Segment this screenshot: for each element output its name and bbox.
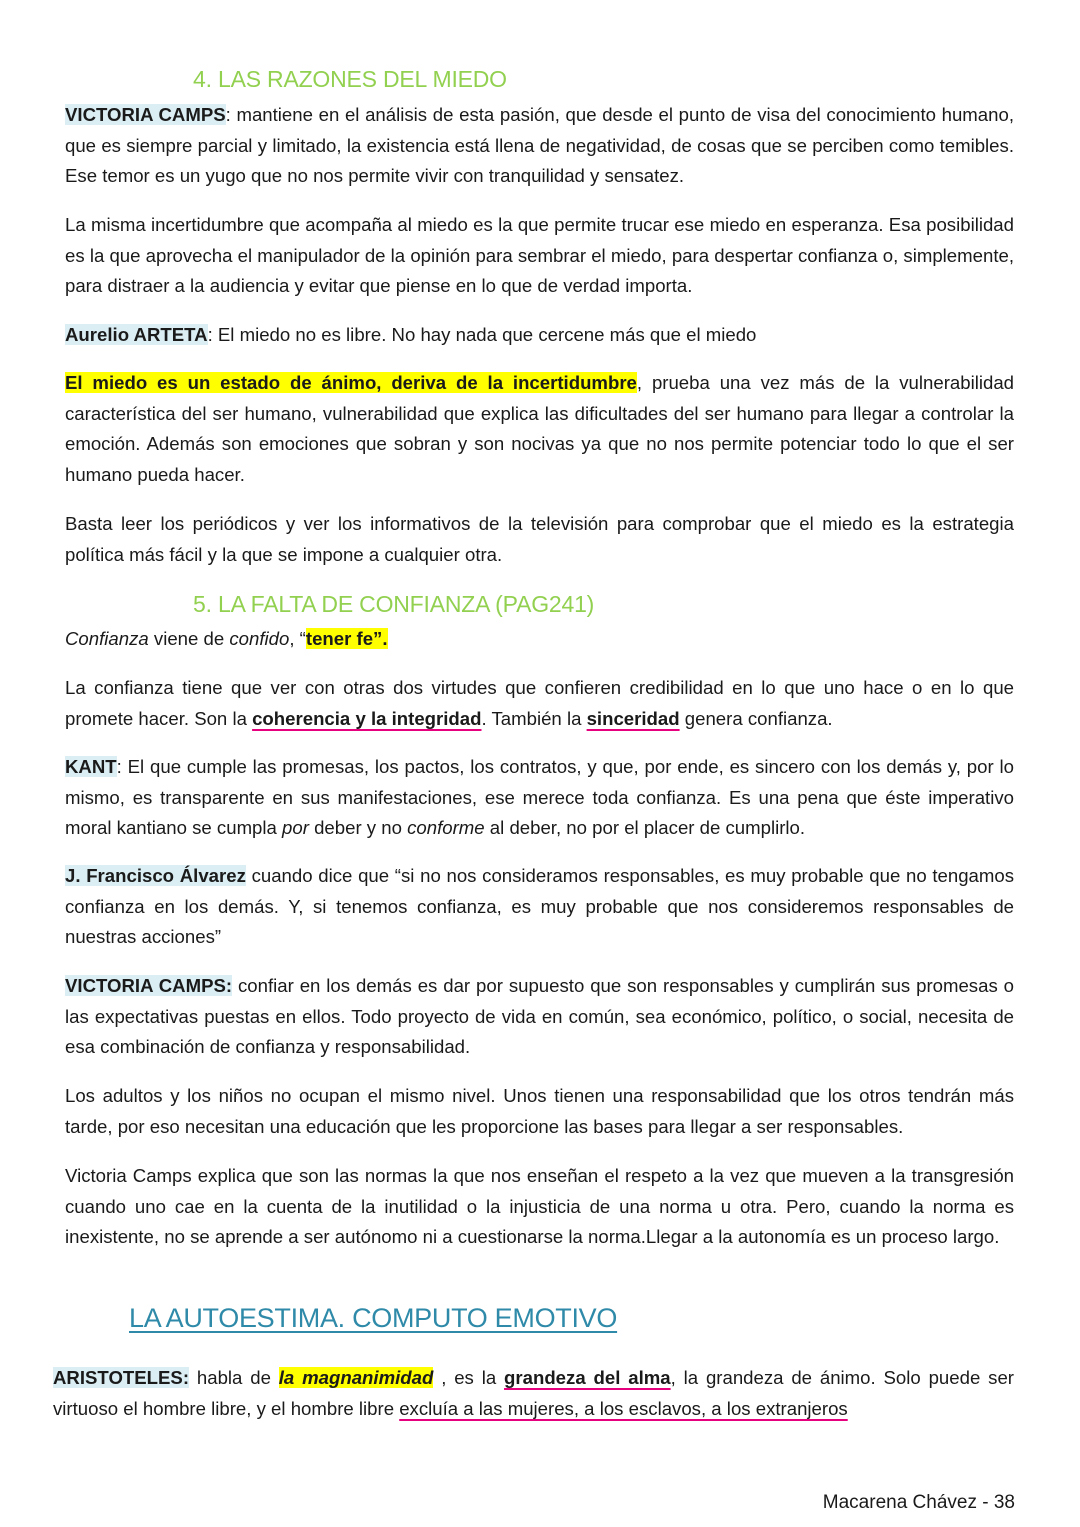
section-heading-falta-confianza: 5. LA FALTA DE CONFIANZA (PAG241) xyxy=(193,591,595,617)
author-highlight: VICTORIA CAMPS xyxy=(65,104,226,125)
paragraph-periodicos: Basta leer los periódicos y ver los informativos de la televisión para comprobar que el miedo es la estrategia política más fácil y la que se impone a cualquier otra. xyxy=(65,513,1014,565)
paragraph-camps-miedo: VICTORIA CAMPS: mantiene en el análisis de esta pasión, que desde el punto de visa del conocimiento humano, que es siempre parcial y limitado, la existencia está llena de negatividad, de cosas que se perciben como temibles. Ese temor es un yugo que no nos permite vivir con tranquilidad y sensatez. xyxy=(65,104,1014,187)
underlined-phrase: excluía a las mujeres, a los esclavos, a los extranjeros xyxy=(399,1397,848,1419)
yellow-highlight: El miedo es un estado de ánimo, deriva de la incertidumbre xyxy=(65,372,637,393)
underlined-term: coherencia y la integridad xyxy=(252,707,482,729)
yellow-highlight: la magnanimidad xyxy=(278,1367,434,1388)
paragraph-adultos-ninos: Los adultos y los niños no ocupan el mismo nivel. Unos tienen una responsabilidad que los otros tendrán más tarde, por eso necesitan una educación que les proporcione las bases para llegar a ser responsables. xyxy=(65,1085,1014,1137)
author-highlight: ARISTOTELES: xyxy=(53,1367,190,1388)
paragraph-aristoteles: ARISTOTELES: habla de la magnanimidad , es la grandeza del alma, la grandeza de ánimo. Solo puede ser virtuoso el hombre libre, y el hombre libre excluía a las mujeres, a los esclavos, a los extranjeros xyxy=(53,1367,1014,1419)
paragraph-confianza-etimologia: Confianza viene de confido, “tener fe”. xyxy=(65,628,388,649)
section-heading-autoestima: LA AUTOESTIMA. COMPUTO EMOTIVO xyxy=(129,1303,618,1333)
underlined-term: grandeza del alma xyxy=(504,1367,671,1388)
author-highlight: Aurelio ARTETA xyxy=(65,324,208,345)
yellow-highlight: tener fe”. xyxy=(305,628,388,649)
paragraph-kant: KANT: El que cumple las promesas, los pactos, los contratos, y que, por ende, es sincero con los demás y, por lo mismo, es transparente en sus manifestaciones, ese merece toda confianza. Es una pena que éste imperativo moral kantiano se cumpla por deber y no conforme al deber, no por el placer de cumplirlo. xyxy=(65,756,1014,839)
paragraph-camps-confiar: VICTORIA CAMPS: confiar en los demás es dar por supuesto que son responsables y cumplirán sus promesas o las expectativas puestas en ellos. Todo proyecto de vida en común, sea económico, político, o social, necesita de esa combinación de confianza y responsabilidad. xyxy=(65,975,1014,1058)
author-highlight: J. Francisco Álvarez xyxy=(65,865,246,886)
underlined-term: sinceridad xyxy=(586,707,680,729)
section-heading-razones-miedo: 4. LAS RAZONES DEL MIEDO xyxy=(193,66,507,92)
paragraph-arteta: Aurelio ARTETA: El miedo no es libre. No hay nada que cercene más que el miedo xyxy=(65,324,757,345)
author-highlight: VICTORIA CAMPS: xyxy=(65,975,233,996)
paragraph-normas: Victoria Camps explica que son las normas la que nos enseñan el respeto a la vez que mueven a la transgresión cuando uno cae en la cuenta de la inutilidad o la injusticia de una norma u otra. Pero, cuando la norma es inexistente, no se aprende a ser autónomo ni a cuestionarse la norma.Llegar a la autonomía es un proceso largo. xyxy=(65,1165,1014,1248)
paragraph-virtudes: La confianza tiene que ver con otras dos virtudes que confieren credibilidad en lo que uno hace o en lo que promete hacer. Son la coherencia y la integridad. También la sinceridad genera confianza. xyxy=(65,677,1014,729)
author-highlight: KANT xyxy=(65,756,117,777)
paragraph-estado-animo: El miedo es un estado de ánimo, deriva de la incertidumbre, prueba una vez más de la vulnerabilidad característica del ser humano, vulnerabilidad que explica las dificultades del ser humano para llegar a controlar la emoción. Además son emociones que sobran y son nocivas ya que no nos permite potenciar todo lo que el ser humano pueda hacer. xyxy=(65,372,1015,485)
page-footer: Macarena Chávez - 38 xyxy=(822,1492,1015,1513)
paragraph-incertidumbre: La misma incertidumbre que acompaña al miedo es la que permite trucar ese miedo en esperanza. Esa posibilidad es la que aprovecha el manipulador de la opinión para sembrar el miedo, para despertar confianza o, simplemente, para distraer a la audiencia y evitar que piense en lo que de verdad importa. xyxy=(65,214,1014,297)
paragraph-alvarez: J. Francisco Álvarez cuando dice que “si no nos consideramos responsables, es muy probable que no tengamos confianza en los demás. Y, si tenemos confianza, es muy probable que nos consideremos responsables de nuestras acciones” xyxy=(65,865,1015,948)
